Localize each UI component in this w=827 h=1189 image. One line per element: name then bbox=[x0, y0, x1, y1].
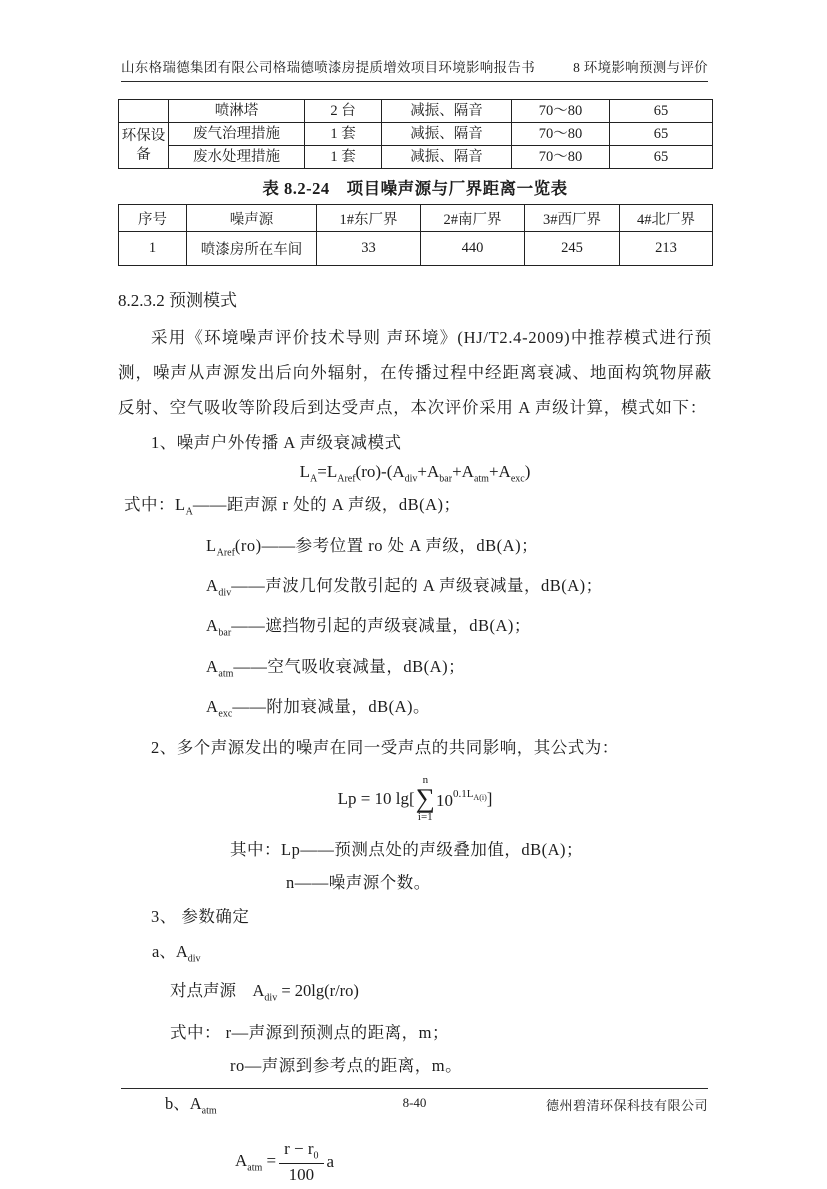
formula-sum-exponent: 0.1LA(i) bbox=[452, 787, 487, 802]
page-content bbox=[118, 99, 712, 1189]
table-cell-seq: 1 bbox=[119, 232, 187, 266]
table-caption: 表 8.2-24 项目噪声源与厂界距离一览表 bbox=[262, 179, 568, 198]
definition-lp: 其中：Lp——预测点处的声级叠加值，dB(A)； bbox=[230, 840, 583, 860]
table-cell-measure: 减振、隔音 bbox=[382, 123, 512, 146]
table-cell-level-after: 65 bbox=[610, 123, 713, 146]
fraction-numerator: $r - r_0$ bbox=[279, 1139, 323, 1164]
page-footer bbox=[121, 1088, 708, 1112]
definition-r: 式中： r—声源到预测点的距离，m； bbox=[170, 1022, 449, 1042]
table-cell-name: 废水处理措施 bbox=[169, 146, 305, 169]
definition-adiv: $A_{div}——$声波几何发散引起的 A 声级衰减量，dB(A)； bbox=[206, 575, 603, 599]
definition-n: n——噪声源个数。 bbox=[286, 873, 431, 893]
table-row bbox=[119, 100, 713, 123]
table-cell-level-after: 65 bbox=[610, 100, 713, 123]
sigma-upper-limit: n bbox=[422, 774, 429, 787]
sub-item-a: a、$A_{div}$ bbox=[152, 942, 201, 965]
table-cell-level-after: 65 bbox=[610, 146, 713, 169]
definition-la: 式中：$L_A——$距声源 r 处的 A 声级，dB(A)； bbox=[124, 495, 461, 518]
table-header-north: 4#北厂界 bbox=[620, 205, 713, 232]
table-header-south: 2#南厂界 bbox=[421, 205, 525, 232]
header-doc-title: 山东格瑞德集团有限公司格瑞德喷漆房提质增效项目环境影响报告书 bbox=[121, 60, 535, 75]
formula-attenuation: $L_A=L_{Aref}(ro)-(A_{div}+A_{bar}+A_{atm}+A_{exc})$ bbox=[299, 462, 531, 485]
formula-sum-power bbox=[436, 788, 487, 811]
page-header bbox=[121, 56, 708, 82]
table-header-row bbox=[119, 205, 713, 232]
sigma-icon: ∑ bbox=[415, 783, 435, 814]
fraction-denominator: 100 bbox=[288, 1165, 315, 1185]
definition-abar: $A_{bar}——$遮挡物引起的声级衰减量，dB(A)； bbox=[206, 616, 531, 639]
formula-point-source: 对点声源 $A_{div} = 20\lg(r/ro)$ bbox=[170, 981, 359, 1004]
table-cell-qty: 2 台 bbox=[305, 100, 382, 123]
distance-table bbox=[118, 204, 713, 266]
formula-sum-rhs: ] bbox=[486, 789, 493, 809]
table-cell-qty: 1 套 bbox=[305, 146, 382, 169]
intro-paragraph: 采用《环境噪声评价技术导则 声环境》(HJ/T2.4-2009)中推荐模式进行预测，噪声从声源发出后向外辐射，在传播过程中经距离衰减、地面构筑物屏蔽反射、空气吸收等阶段后到达受声点，本次评价采用 A 声级计算，模式如下： bbox=[118, 328, 712, 417]
fraction bbox=[279, 1139, 323, 1184]
formula-sum-lhs: Lp = 10 lg[ bbox=[337, 789, 415, 809]
table-cell-west: 245 bbox=[525, 232, 620, 266]
section-heading: 8.2.3.2 预测模式 bbox=[118, 291, 237, 310]
table-cell-measure: 减振、隔音 bbox=[382, 100, 512, 123]
formula-sum-base: 10 bbox=[435, 790, 453, 810]
table-row bbox=[119, 146, 713, 169]
table-cell-category: 环保设备 bbox=[119, 123, 169, 169]
definition-laref: $L_{Aref}(ro)——$参考位置 ro 处 A 声级，dB(A)； bbox=[206, 535, 539, 558]
table-cell-measure: 减振、隔音 bbox=[382, 146, 512, 169]
table-cell-category bbox=[119, 100, 169, 123]
list-item-1: 1、噪声户外传播 A 声级衰减模式 bbox=[151, 433, 402, 452]
formula-atm-attenuation bbox=[235, 1135, 712, 1189]
definition-aexc: $A_{exc}——$附加衰减量，dB(A)。 bbox=[206, 696, 430, 720]
table-cell-level-before: 70～80 bbox=[512, 146, 610, 169]
table-cell-qty: 1 套 bbox=[305, 123, 382, 146]
sub-item-b: b、$A_{atm}$ bbox=[165, 1093, 217, 1117]
definition-ro: ro—声源到参考点的距离，m。 bbox=[230, 1055, 463, 1075]
table-header-west: 3#西厂界 bbox=[525, 205, 620, 232]
table-cell-east: 33 bbox=[317, 232, 421, 266]
definition-aatm: $A_{atm}——$空气吸收衰减量，dB(A)； bbox=[206, 656, 466, 679]
table-cell-source: 喷漆房所在车间 bbox=[187, 232, 317, 266]
formula-atm-tail: a bbox=[326, 1152, 335, 1172]
page-number: 8-40 bbox=[402, 1095, 427, 1110]
footer-company: 德州碧清环保科技有限公司 bbox=[545, 1098, 708, 1113]
table-cell-north: 213 bbox=[620, 232, 713, 266]
table-header-source: 噪声源 bbox=[187, 205, 317, 232]
sigma-notation bbox=[416, 775, 435, 823]
table-header-east: 1#东厂界 bbox=[317, 205, 421, 232]
sigma-lower-limit: i=1 bbox=[417, 810, 433, 823]
header-chapter-title: 8 环境影响预测与评价 bbox=[573, 60, 708, 75]
table-cell-south: 440 bbox=[421, 232, 525, 266]
table-cell-name: 喷淋塔 bbox=[169, 100, 305, 123]
table-row bbox=[119, 123, 713, 146]
table-header-seq: 序号 bbox=[119, 205, 187, 232]
table-cell-name: 废气治理措施 bbox=[169, 123, 305, 146]
table-row bbox=[119, 232, 713, 266]
table-cell-level-before: 70～80 bbox=[512, 100, 610, 123]
list-item-2: 2、多个声源发出的噪声在同一受声点的共同影响，其公式为： bbox=[151, 738, 619, 758]
formula-atm-lhs: $A_{atm}$ = bbox=[235, 1150, 277, 1174]
formula-sum-level bbox=[118, 769, 712, 829]
table-cell-level-before: 70～80 bbox=[512, 123, 610, 146]
equipment-noise-table bbox=[118, 99, 713, 169]
list-item-3: 3、 参数确定 bbox=[151, 907, 250, 927]
